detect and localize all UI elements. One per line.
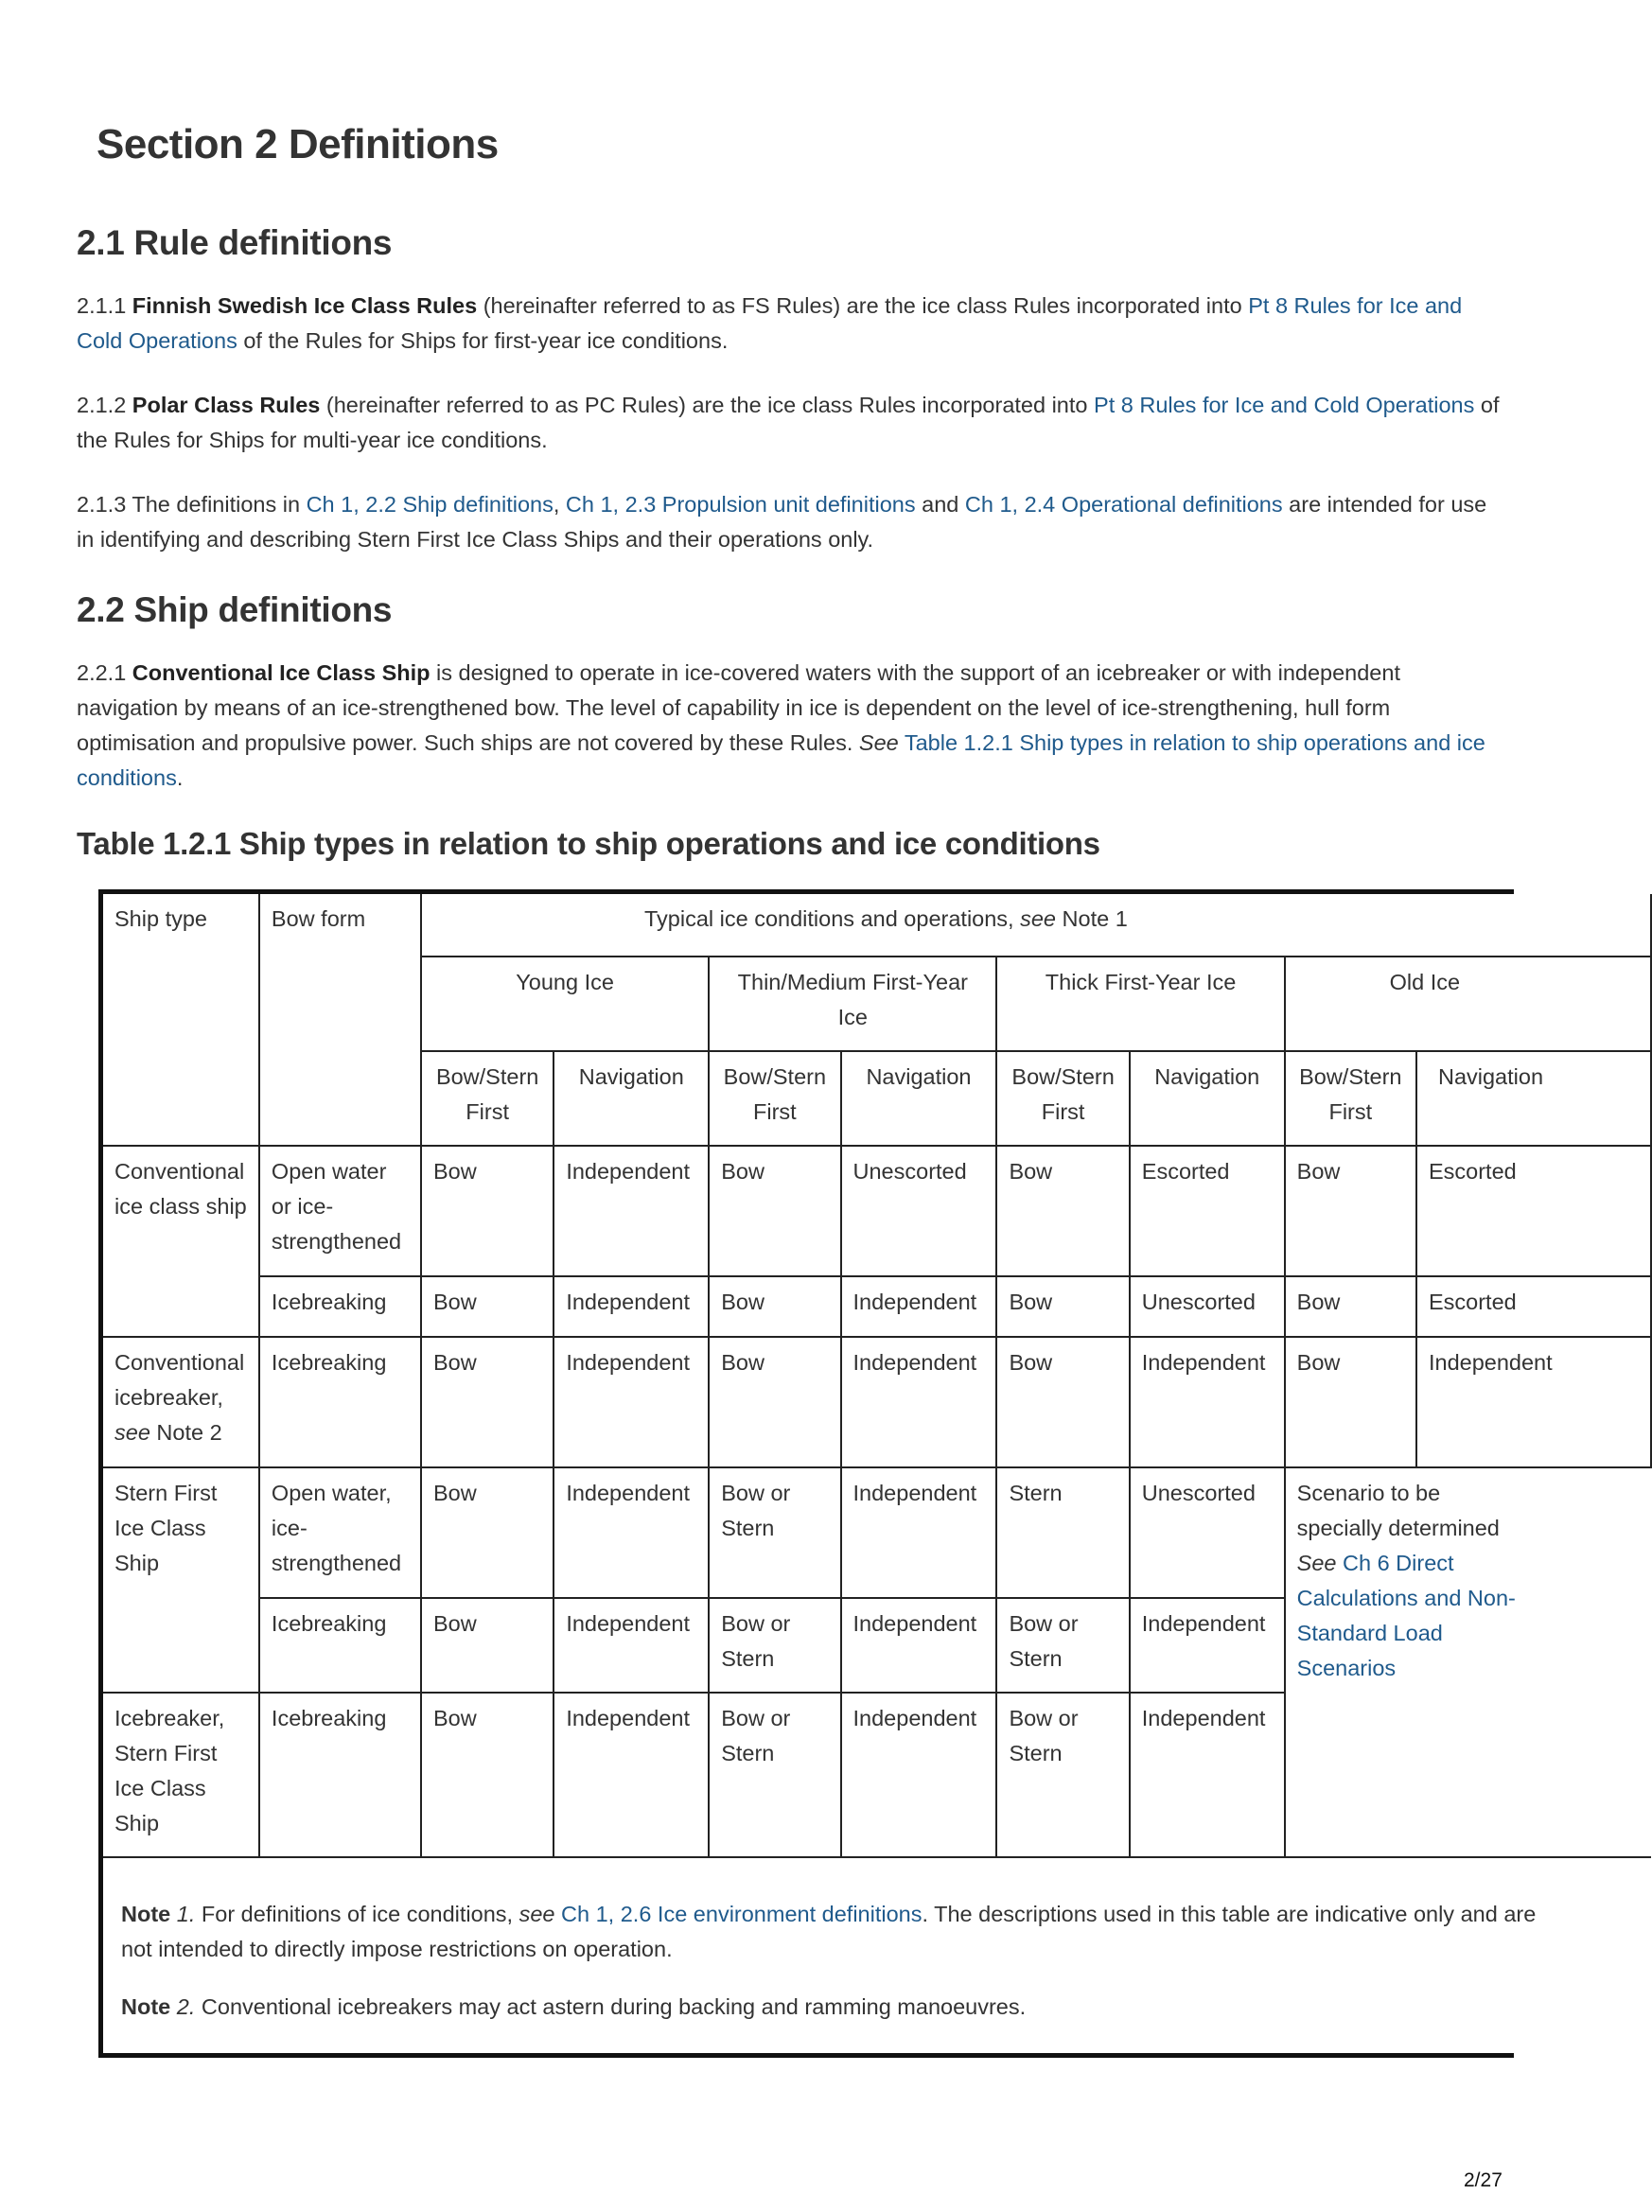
cell-value: Bow bbox=[709, 1146, 840, 1276]
cell-old-ice-scenario bbox=[1285, 1467, 1651, 1857]
note-1 bbox=[121, 1897, 1559, 1967]
table-row bbox=[103, 1337, 1651, 1467]
note-label: Note bbox=[121, 1994, 171, 2019]
link-pt8-rules[interactable]: Pt 8 Rules for Ice and Cold Operations bbox=[77, 293, 1463, 353]
cell-bow-form: Icebreaking bbox=[259, 1693, 421, 1857]
note-number: 2. bbox=[170, 1994, 196, 2019]
defined-term: Finnish Swedish Ice Class Rules bbox=[132, 293, 478, 318]
cell-value: Stern bbox=[996, 1467, 1129, 1598]
header-navigation: Navigation bbox=[1130, 1051, 1285, 1146]
note-label: Note bbox=[121, 1902, 171, 1926]
cell-value: Escorted bbox=[1416, 1276, 1651, 1337]
cell-value: Independent bbox=[554, 1276, 709, 1337]
link-operational-definitions[interactable]: Ch 1, 2.4 Operational definitions bbox=[964, 492, 1283, 517]
header-thin-medium-ice: Thin/Medium First-Year Ice bbox=[709, 957, 996, 1051]
cell-value: Bow or Stern bbox=[709, 1598, 840, 1693]
paragraph-text: . bbox=[176, 765, 184, 790]
note-number: 1. bbox=[170, 1902, 196, 1926]
cell-value: Bow bbox=[421, 1276, 554, 1337]
paragraph-text: of the Rules for Ships for multi-year ice conditions. bbox=[77, 393, 1500, 452]
cell-value: Independent bbox=[841, 1467, 997, 1598]
cell-bow-form: Open water or ice-strengthened bbox=[259, 1146, 421, 1276]
link-ice-environment-definitions[interactable]: Ch 1, 2.6 Ice environment definitions bbox=[561, 1902, 923, 1926]
cell-value: Bow bbox=[996, 1146, 1129, 1276]
see-text: see bbox=[1020, 906, 1056, 931]
defined-term: Polar Class Rules bbox=[132, 393, 321, 417]
header-bow-form: Bow form bbox=[259, 894, 421, 1146]
cell-value: Independent bbox=[841, 1598, 997, 1693]
cell-value: Independent bbox=[1416, 1337, 1651, 1467]
see-text: see bbox=[518, 1902, 555, 1926]
cell-text: Note 2 bbox=[149, 1420, 222, 1445]
header-ship-type: Ship type bbox=[103, 894, 259, 1146]
cell-value: Bow bbox=[996, 1276, 1129, 1337]
table-row bbox=[103, 1276, 1651, 1337]
paragraph-text: (hereinafter referred to as PC Rules) are the ice class Rules incorporated into bbox=[320, 393, 1095, 417]
cell-value: Bow bbox=[709, 1276, 840, 1337]
header-text: Note 1 bbox=[1056, 906, 1128, 931]
cell-value: Independent bbox=[554, 1146, 709, 1276]
cell-value: Independent bbox=[554, 1598, 709, 1693]
cell-value: Bow or Stern bbox=[709, 1467, 840, 1598]
heading-ship-definitions: 2.2 Ship definitions bbox=[77, 590, 393, 629]
page-number: 2/27 bbox=[1464, 2169, 1503, 2191]
cell-value: Unescorted bbox=[841, 1146, 997, 1276]
heading-rule-definitions: 2.1 Rule definitions bbox=[77, 223, 393, 262]
paragraph-2-1-1 bbox=[77, 289, 1505, 359]
paragraph-2-1-3 bbox=[77, 487, 1505, 557]
note-2 bbox=[121, 1990, 1559, 2025]
header-bow-stern-first: Bow/Stern First bbox=[1285, 1051, 1416, 1146]
link-pt8-rules[interactable]: Pt 8 Rules for Ice and Cold Operations bbox=[1094, 393, 1475, 417]
cell-value: Escorted bbox=[1416, 1146, 1651, 1276]
cell-value: Independent bbox=[554, 1337, 709, 1467]
cell-value: Bow or Stern bbox=[709, 1693, 840, 1857]
cell-value: Independent bbox=[841, 1276, 997, 1337]
cell-value: Bow bbox=[421, 1337, 554, 1467]
header-young-ice: Young Ice bbox=[421, 957, 709, 1051]
cell-value: Bow bbox=[1285, 1146, 1416, 1276]
cell-value: Bow bbox=[996, 1337, 1129, 1467]
cell-value: Independent bbox=[554, 1693, 709, 1857]
section-title: Section 2 Definitions bbox=[97, 121, 499, 167]
link-table-1-2-1[interactable]: Table 1.2.1 Ship types in relation to ship operations and ice conditions bbox=[77, 730, 1485, 790]
header-navigation: Navigation bbox=[1416, 1051, 1651, 1146]
cell-value: Bow bbox=[1285, 1276, 1416, 1337]
ship-types-table bbox=[103, 894, 1652, 1858]
link-ship-definitions[interactable]: Ch 1, 2.2 Ship definitions bbox=[306, 492, 554, 517]
cell-bow-form: Icebreaking bbox=[259, 1598, 421, 1693]
cell-value: Independent bbox=[1130, 1337, 1285, 1467]
header-text: Typical ice conditions and operations, bbox=[643, 906, 1021, 931]
cell-ship-type: Stern First Ice Class Ship bbox=[103, 1467, 259, 1693]
see-text: See bbox=[1296, 1551, 1337, 1575]
see-text: See bbox=[858, 730, 899, 755]
table-caption: Table 1.2.1 Ship types in relation to ship operations and ice conditions bbox=[77, 826, 1100, 861]
clause-number: 2.2.1 bbox=[77, 660, 132, 685]
cell-value: Bow bbox=[421, 1467, 554, 1598]
cell-bow-form: Icebreaking bbox=[259, 1276, 421, 1337]
separator: and bbox=[915, 492, 965, 517]
cell-text: Conventional icebreaker, bbox=[114, 1350, 245, 1410]
clause-number: 2.1.1 bbox=[77, 293, 132, 318]
cell-ship-type: Conventional ice class ship bbox=[103, 1146, 259, 1337]
header-navigation: Navigation bbox=[841, 1051, 997, 1146]
paragraph-text: is designed to operate in ice-covered waters with the support of an icebreaker or with independent navigation by means of an ice-strengthened bow. The level of capability in ice is dependent on the level of ice-strengthening, hull form optimisation and propulsive power. Such ships are not covered by these Rules. bbox=[77, 660, 1400, 755]
table-container bbox=[98, 889, 1553, 2058]
paragraph-text: (hereinafter referred to as FS Rules) are the ice class Rules incorporated into bbox=[477, 293, 1249, 318]
note-text: For definitions of ice conditions, bbox=[195, 1902, 519, 1926]
cell-value: Unescorted bbox=[1130, 1276, 1285, 1337]
cell-value: Bow bbox=[709, 1337, 840, 1467]
note-text: Conventional icebreakers may act astern during backing and ramming manoeuvres. bbox=[195, 1994, 1027, 2019]
header-bow-stern-first: Bow/Stern First bbox=[996, 1051, 1129, 1146]
paragraph-2-1-2 bbox=[77, 388, 1505, 458]
link-ch6-direct-calculations[interactable]: Ch 6 Direct Calculations and Non-Standard Load Scenarios bbox=[1296, 1551, 1516, 1680]
cell-value: Escorted bbox=[1130, 1146, 1285, 1276]
cell-value: Independent bbox=[841, 1337, 997, 1467]
cell-value: Bow bbox=[421, 1598, 554, 1693]
cell-value: Bow bbox=[421, 1693, 554, 1857]
cell-bow-form: Icebreaking bbox=[259, 1337, 421, 1467]
cell-value: Bow bbox=[421, 1146, 554, 1276]
cell-value: Unescorted bbox=[1130, 1467, 1285, 1598]
paragraph-text: are intended for use in identifying and describing Stern First Ice Class Ships and their operations only. bbox=[77, 492, 1487, 552]
defined-term: Conventional Ice Class Ship bbox=[132, 660, 431, 685]
cell-ship-type: Icebreaker, Stern First Ice Class Ship bbox=[103, 1693, 259, 1857]
header-thick-ice: Thick First-Year Ice bbox=[996, 957, 1284, 1051]
header-old-ice: Old Ice bbox=[1285, 957, 1651, 1051]
paragraph-2-2-1 bbox=[77, 656, 1505, 796]
cell-ship-type bbox=[103, 1337, 259, 1467]
cell-value: Bow or Stern bbox=[996, 1598, 1129, 1693]
see-text: see bbox=[114, 1420, 150, 1445]
table-header-row bbox=[103, 894, 1651, 957]
separator: , bbox=[553, 492, 566, 517]
table-notes bbox=[121, 1897, 1559, 2047]
cell-value: Independent bbox=[554, 1467, 709, 1598]
header-navigation: Navigation bbox=[554, 1051, 709, 1146]
paragraph-text: of the Rules for Ships for first-year ice conditions. bbox=[237, 328, 729, 353]
cell-value: Independent bbox=[1130, 1598, 1285, 1693]
cell-value: Independent bbox=[1130, 1693, 1285, 1857]
header-typical-conditions bbox=[421, 894, 1651, 957]
link-propulsion-definitions[interactable]: Ch 1, 2.3 Propulsion unit definitions bbox=[565, 492, 916, 517]
clause-number: 2.1.2 bbox=[77, 393, 132, 417]
cell-value: Independent bbox=[841, 1693, 997, 1857]
cell-text: Scenario to be specially determined bbox=[1296, 1481, 1500, 1540]
table-row bbox=[103, 1467, 1651, 1598]
header-bow-stern-first: Bow/Stern First bbox=[709, 1051, 840, 1146]
cell-value: Bow bbox=[1285, 1337, 1416, 1467]
paragraph-text: 2.1.3 The definitions in bbox=[77, 492, 307, 517]
cell-bow-form: Open water, ice-strengthened bbox=[259, 1467, 421, 1598]
note-text: . The descriptions used in this table are indicative only and are not intended to directly impose restrictions on operation. bbox=[121, 1902, 1537, 1961]
cell-value: Bow or Stern bbox=[996, 1693, 1129, 1857]
table-row bbox=[103, 1146, 1651, 1276]
header-bow-stern-first: Bow/Stern First bbox=[421, 1051, 554, 1146]
